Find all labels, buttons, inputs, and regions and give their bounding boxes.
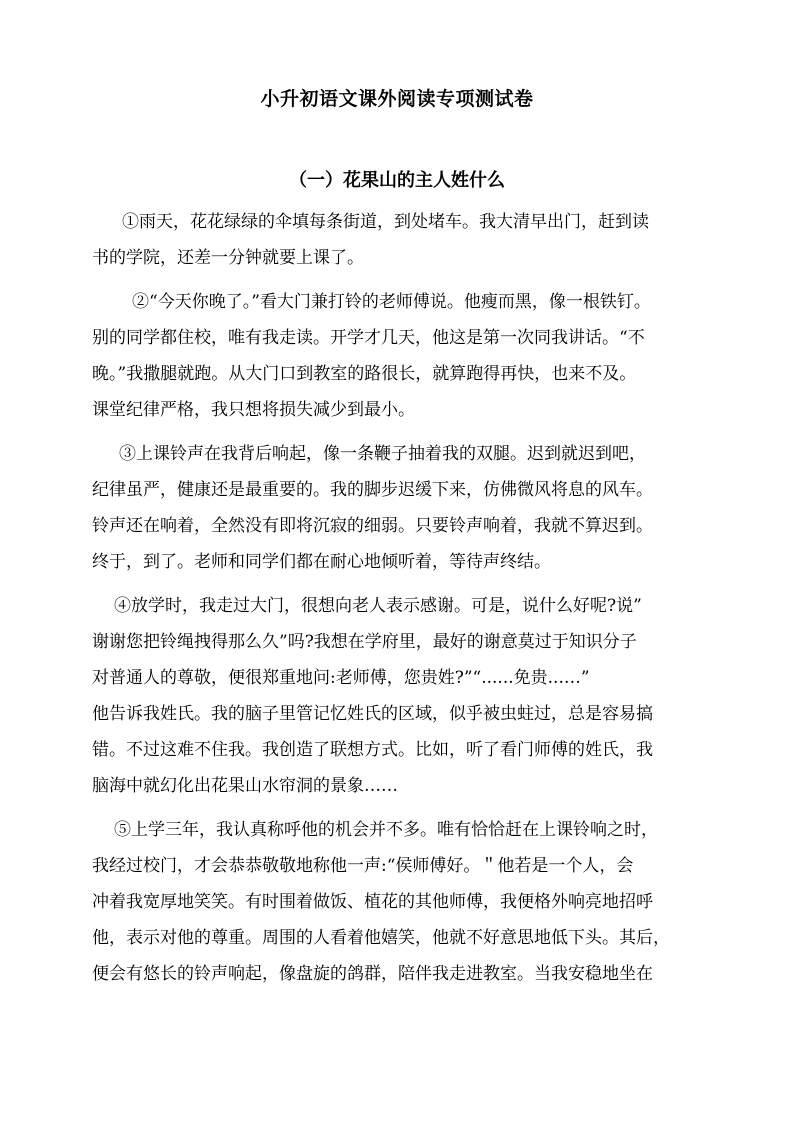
article-body — [92, 204, 704, 992]
paragraph-line: ③上课铃声在我背后响起，像一条鞭子抽着我的双腿。迟到就迟到吧， — [119, 444, 646, 464]
paragraph-line: 便会有悠长的铃声响起，像盘旋的鸽群，陪伴我走进教室。当我安稳地坐在 — [92, 964, 653, 984]
paragraph-line: 谢谢您把铃绳拽得那么久”吗?我想在学府里，最好的谢意莫过于知识分子 — [92, 632, 637, 652]
paragraph-2 — [92, 284, 704, 428]
paragraph-line: 对普通人的尊敬，便很郑重地问:老师傅，您贵姓?”“......免贵...…” — [92, 668, 590, 688]
paragraph-line: 我经过校门，才会恭恭敬敬地称他一声:“侯师傅好。＂他若是一个人，会 — [92, 856, 634, 876]
paragraph-3 — [92, 436, 704, 580]
paragraph-line: 别的同学都住校，唯有我走读。开学才几天，他这是第一次同我讲话。“不 — [92, 328, 645, 348]
paragraph-line: 课堂纪律严格，我只想将损失减少到最小。 — [92, 400, 415, 420]
paragraph-line: 纪律虽严，健康还是最重要的。我的脚步迟缓下来，仿佛微风将息的风车。 — [92, 480, 653, 500]
paragraph-line: 他告诉我姓氏。我的脑子里管记忆姓氏的区域，似乎被虫蛀过，总是容易搞 — [92, 704, 653, 724]
paragraph-line: 他，表示对他的尊重。周围的人看着他嬉笑，他就不好意思地低下头。其后， — [92, 928, 670, 948]
paragraph-line: 晚。”我撒腿就跑。从大门口到教室的路很长，就算跑得再快，也来不及。 — [92, 364, 637, 384]
paragraph-line: 终于，到了。老师和同学们都在耐心地倾听着，等待声终结。 — [92, 552, 551, 572]
paragraph-line: ④放学时，我走过大门，很想向老人表示感谢。可是，说什么好呢?说” — [114, 596, 642, 616]
paragraph-4 — [92, 588, 704, 804]
paragraph-1 — [92, 204, 704, 276]
document-title: 小升初语文课外阅读专项测试卷 — [260, 88, 534, 110]
paragraph-line: 铃声还在响着，全然没有即将沉寂的细弱。只要铃声响着，我就不算迟到。 — [92, 516, 653, 536]
paragraph-line: ①雨天，花花绿绿的伞填每条街道，到处堵车。我大清早出门，赶到读 — [122, 212, 649, 232]
paragraph-5 — [92, 812, 704, 992]
paragraph-line: ⑤上学三年，我认真称呼他的机会并不多。唯有恰恰赶在上课铃响之时， — [114, 820, 658, 840]
paragraph-line: ②“今天你晚了。”看大门兼打铃的老师傅说。他瘦而黑，像一根铁钉。 — [132, 292, 651, 312]
section-title: （一）花果山的主人姓什么 — [289, 170, 505, 191]
paragraph-line: 冲着我宽厚地笑笑。有时围着做饭、植花的其他师傅，我便格外响亮地招呼 — [92, 892, 653, 912]
paragraph-line: 书的学院，还差一分钟就要上课了。 — [92, 248, 364, 268]
paragraph-line: 脑海中就幻化出花果山水帘洞的景象…… — [92, 776, 398, 796]
paragraph-line: 错。不过这难不住我。我创造了联想方式。比如，听了看门师傅的姓氏，我 — [92, 740, 653, 760]
